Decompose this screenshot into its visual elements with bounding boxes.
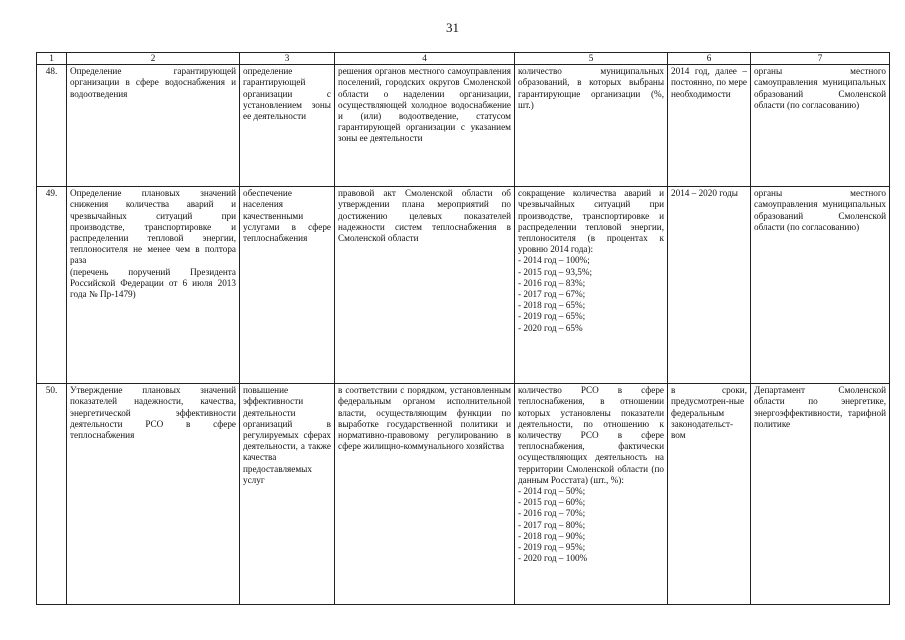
executor-cell	[751, 187, 890, 384]
measure-text: Определение плановых значений снижения количества аварий и чрезвычайных ситуаций при производстве, транспортировке и распределении тепловой энергии, теплоносителя не менее чем в полтора раза (перечень поручений Президента Российской Федерации от 6 июля 2013 года № Пр-1479)	[70, 188, 236, 300]
document-cell	[335, 384, 515, 605]
document-text: в соответствии с порядком, установленным федеральным органом исполнительной власти, осуществляющим функции по выработке государственной политики и нормативно-правовому регулированию в сфере жилищно-коммунального хозяйства	[338, 385, 511, 452]
deadline-cell	[668, 187, 751, 384]
measure-cell	[67, 187, 240, 384]
column-header-1: 1	[37, 53, 67, 65]
page-number: 31	[446, 20, 459, 35]
row-number: 49.	[37, 187, 67, 384]
executor-cell	[751, 384, 890, 605]
document-cell	[335, 65, 515, 187]
goal-cell	[240, 65, 335, 187]
table-row	[37, 384, 890, 605]
table-row	[37, 65, 890, 187]
goal-text: обеспечение населения качественными услугами в сфере теплоснабжения	[243, 188, 331, 244]
goal-text: повышение эффективности деятельности организаций в регулируемых сферах деятельности, а также качества предоставляемых услуг	[243, 385, 331, 485]
column-header-6: 6	[668, 53, 751, 65]
header-row	[37, 53, 890, 65]
executor-text: органы местного самоуправления муниципальных образований Смоленской области (по согласованию)	[754, 66, 886, 110]
deadline-cell	[668, 65, 751, 187]
deadline-cell	[668, 384, 751, 605]
table-row	[37, 187, 890, 384]
column-header-3: 3	[240, 53, 335, 65]
measure-text: Определение гарантирующей организации в сфере водоснабжения и водоотведения	[70, 66, 236, 99]
document-text: решения органов местного самоуправления поселений, городских округов Смоленской области о наделении организации, осуществляющей холодное водоснабжение и (или) водоотведение, статусом гарантирующей организации с указанием зоны ее деятельности	[338, 66, 511, 144]
row-number: 48.	[37, 65, 67, 187]
deadline-text: в сроки, предусмотрен-ные федеральным законодательст-вом	[671, 385, 747, 441]
document-cell	[335, 187, 515, 384]
measures-table	[36, 52, 890, 605]
deadline-text: 2014 год, далее – постоянно, по мере необходимости	[671, 66, 747, 99]
goal-cell	[240, 384, 335, 605]
executor-cell	[751, 65, 890, 187]
indicator-text: количество РСО в сфере теплоснабжения, в отношении которых установлены показатели деятельности, по отношению к количеству РСО в сфере теплоснабжения, фактически осуществляющих деятельность на территории Смоленской области (по данным Росстата) (шт., %): - 2014 год – 50%; - 2015 год – 60%; - 2016 год – 70%; - 2017 год – 80%; - 2018 год – 90%; - 2019 год – 95%; - 2020 год – 100%	[518, 385, 664, 564]
indicator-text: сокращение количества аварий и чрезвычайных ситуаций при производстве, транспортировке и распределении тепловой энергии, теплоносителя (в процентах к уровню 2014 года): - 2014 год – 100%; - 2015 год – 93,5%; - 2016 год – 83%; - 2017 год – 67%; - 2018 год – 65%; - 2019 год – 65%; - 2020 год – 65%	[518, 188, 664, 333]
indicator-cell	[515, 187, 668, 384]
executor-text: органы местного самоуправления муниципальных образований Смоленской области (по согласованию)	[754, 188, 886, 232]
measure-text: Утверждение плановых значений показателей надежности, качества, энергетической эффективности деятельности РСО в сфере теплоснабжения	[70, 385, 236, 441]
column-header-2: 2	[67, 53, 240, 65]
indicator-text: количество муниципальных образований, в которых выбраны гарантирующие организации (%, шт.)	[518, 66, 664, 110]
indicator-cell	[515, 384, 668, 605]
deadline-text: 2014 – 2020 годы	[671, 188, 738, 199]
executor-text: Департамент Смоленской области по энергетике, энергоэффективности, тарифной политике	[754, 385, 886, 429]
measure-cell	[67, 65, 240, 187]
column-header-4: 4	[335, 53, 515, 65]
indicator-cell	[515, 65, 668, 187]
column-header-5: 5	[515, 53, 668, 65]
document-text: правовой акт Смоленской области об утверждении плана мероприятий по достижению целевых показателей надежности систем теплоснабжения в Смоленской области	[338, 188, 511, 244]
row-number: 50.	[37, 384, 67, 605]
column-header-7: 7	[751, 53, 890, 65]
measure-cell	[67, 384, 240, 605]
goal-cell	[240, 187, 335, 384]
goal-text: определение гарантирующей организации с установлением зоны ее деятельности	[243, 66, 331, 122]
